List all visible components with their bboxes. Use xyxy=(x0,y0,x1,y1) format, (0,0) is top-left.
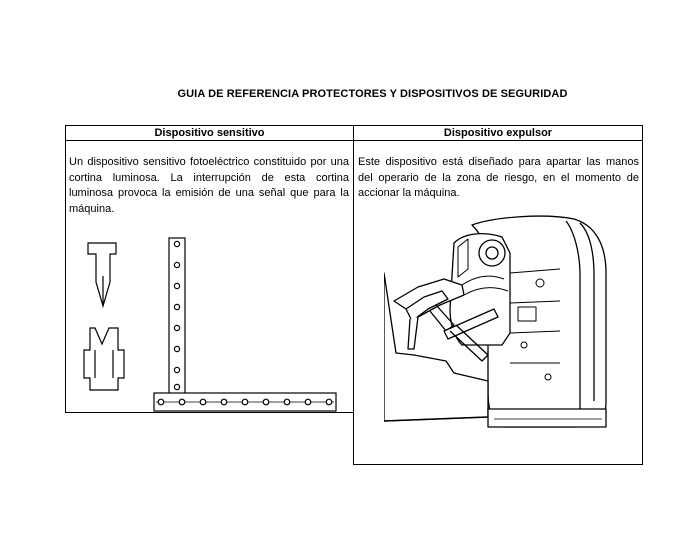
header-divider xyxy=(65,140,643,141)
light-curtain-column-icon xyxy=(169,238,185,394)
light-curtain-bar-icon xyxy=(154,393,336,411)
right-bottom-border xyxy=(353,464,643,465)
description-sensitivo: Un dispositivo sensitivo fotoeléctrico constituido por una cortina luminosa. La interrupción de esta cortina luminosa provoca la emisión de una señal que para la máquina. xyxy=(69,156,349,215)
left-border xyxy=(65,125,66,413)
column-divider xyxy=(353,125,354,465)
column-header-sensitivo: Dispositivo sensitivo xyxy=(154,127,265,139)
expulsor-machine-illustration xyxy=(384,213,624,441)
press-punch-icon xyxy=(88,243,116,306)
press-die-icon xyxy=(84,328,124,390)
light-curtain-illustration xyxy=(80,232,345,414)
right-border xyxy=(642,125,643,465)
page-title: GUIA DE REFERENCIA PROTECTORES Y DISPOSITIVOS DE SEGURIDAD xyxy=(177,88,568,100)
column-header-expulsor: Dispositivo expulsor xyxy=(443,127,553,139)
description-expulsor: Este dispositivo está diseñado para apartar las manos del operario de la zona de riesgo, en el momento de accionar la máquina. xyxy=(358,156,639,199)
